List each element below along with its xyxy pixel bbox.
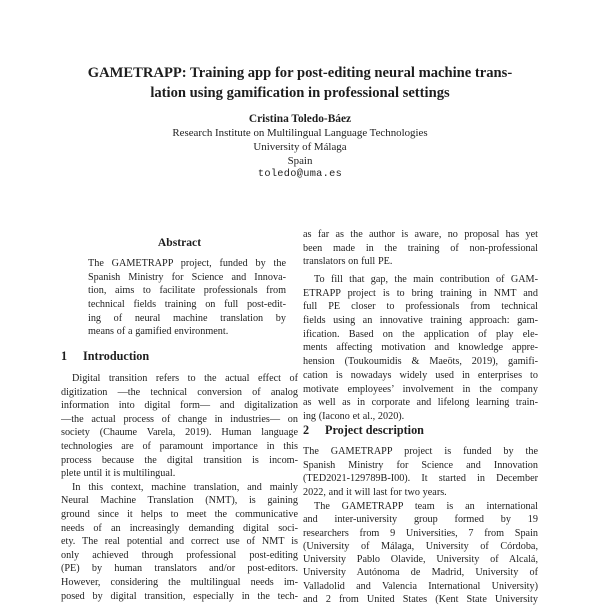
paragraph [303,228,538,269]
text-line: Spanish Ministry for Science and Innova- [88,271,286,283]
author-country: Spain [287,154,313,167]
text-line: ground since it helps to meet the communicative [61,508,298,520]
text-line: Digital transition refers to the actual effect of [72,373,298,384]
text-line: plete until it is multilingual. [61,468,176,480]
text-line: The GAMETRAPP project, funded by the [88,258,286,269]
text-line: full PE closer to professionals from technical [303,301,538,313]
text-line: (University of Málaga, University of Córdoba, [303,540,538,552]
column-left-body [61,372,298,603]
paper-title-line: lation using gamification in professional settings [150,85,450,101]
text-line: ety. The real potential and correct use of NMT is [61,536,298,548]
text-line: only achieved through professional post-editing [61,549,298,561]
paragraph [61,372,298,481]
text-line: In this context, machine translation, and mainly [72,481,298,493]
text-line: and 2 from United States (Kent State University [303,594,538,606]
text-line: Spanish Ministry for Science and Innovation [303,459,538,471]
paper-title [0,63,600,103]
text-line: hension (Toukoumidis & Maeöts, 2019), gamifi- [303,356,538,368]
paragraph [61,481,298,603]
section-heading-project-description [303,423,538,438]
paper-title-line: GAMETRAPP: Training app for post-editing neural machine trans- [87,65,513,81]
text-line: technical fields training on full post-edit- [88,299,286,311]
author-affiliation: Research Institute on Multilingual Language Technologies [172,127,428,139]
abstract-text [88,257,286,339]
abstract-heading: Abstract [157,236,202,249]
text-line: society (Chaume Varela, 2019). Human language [61,427,298,439]
section-title: Introduction [83,349,150,363]
paragraph [303,445,538,499]
text-line: translators on full PE. [303,256,393,268]
text-line: cation is nowadays widely used in enterprises to [303,369,538,381]
text-line: information into digital form— and digitalization [61,400,298,412]
text-line: The GAMETRAPP project is funded by the [303,446,538,457]
text-line: However, considering the multilingual needs im- [61,576,298,588]
text-line: been made in the training of non-professional [303,242,538,254]
paragraph [303,500,538,606]
paragraph [303,273,538,424]
section-heading-introduction [61,349,298,364]
text-line: The GAMETRAPP team is an international [314,501,538,512]
text-line: ification. Based on the application of play ele- [303,328,538,340]
text-line: and inter-university group formed by 19 [303,514,538,526]
text-line: Valladolid and Valencia International University) [303,580,538,592]
section-number: 1 [61,349,68,363]
text-line: as well as in corporate and lifelong learning train- [303,397,538,409]
text-line: ments affecting motivation and knowledge appre- [303,342,538,354]
text-line: 2022, and it will last for two years. [303,486,447,498]
text-line: —the actual process of change in industries— on [61,413,298,425]
text-line: To fill that gap, the main contribution of GAM- [314,274,538,285]
text-line: ETRAPP project is to bring training in NMT and [303,287,538,299]
text-line: needs of an increasingly demanding digital soci- [61,522,298,534]
text-line: tion, aims to facilitate professionals from [88,285,286,297]
text-line: as far as the author is aware, no proposal has yet [303,229,538,240]
text-line: ing of neural machine translation by [88,312,286,324]
text-line: technologies are of paramount importance in this [61,440,298,452]
section-title: Project description [325,423,424,437]
text-line: (PE) by human translators and/or post-editors. [61,563,298,575]
text-line: means of a gamified environment. [88,326,229,338]
author-email: toledo@uma.es [257,168,343,181]
text-line: process because the digital transition is incom- [61,454,298,466]
text-line: ing (Iacono et al., 2020). [303,410,405,422]
section-number: 2 [303,423,310,437]
text-line: motivate employees’ involvement in the company [303,383,538,395]
text-line: University Pablo Olavide, University of Alcalá, [303,554,538,566]
text-line: Neural Machine Translation (NMT), is gaining [61,495,298,507]
text-line: (TED2021-129789B-I00). It started in December [303,473,538,485]
author-name: Cristina Toledo-Báez [248,113,352,125]
text-line: researchers from 9 Universities, 7 from Spain [303,527,538,539]
text-line: fields using an innovative training approach: gam- [303,315,538,327]
text-line: posed by digital transition, especially in the tech- [61,590,298,602]
text-line: University Autónoma de Madrid, University of [303,567,538,579]
author-university: University of Málaga [253,140,347,153]
text-line: digitization —the technical conversion of analog [61,386,298,398]
author-block [0,112,600,182]
